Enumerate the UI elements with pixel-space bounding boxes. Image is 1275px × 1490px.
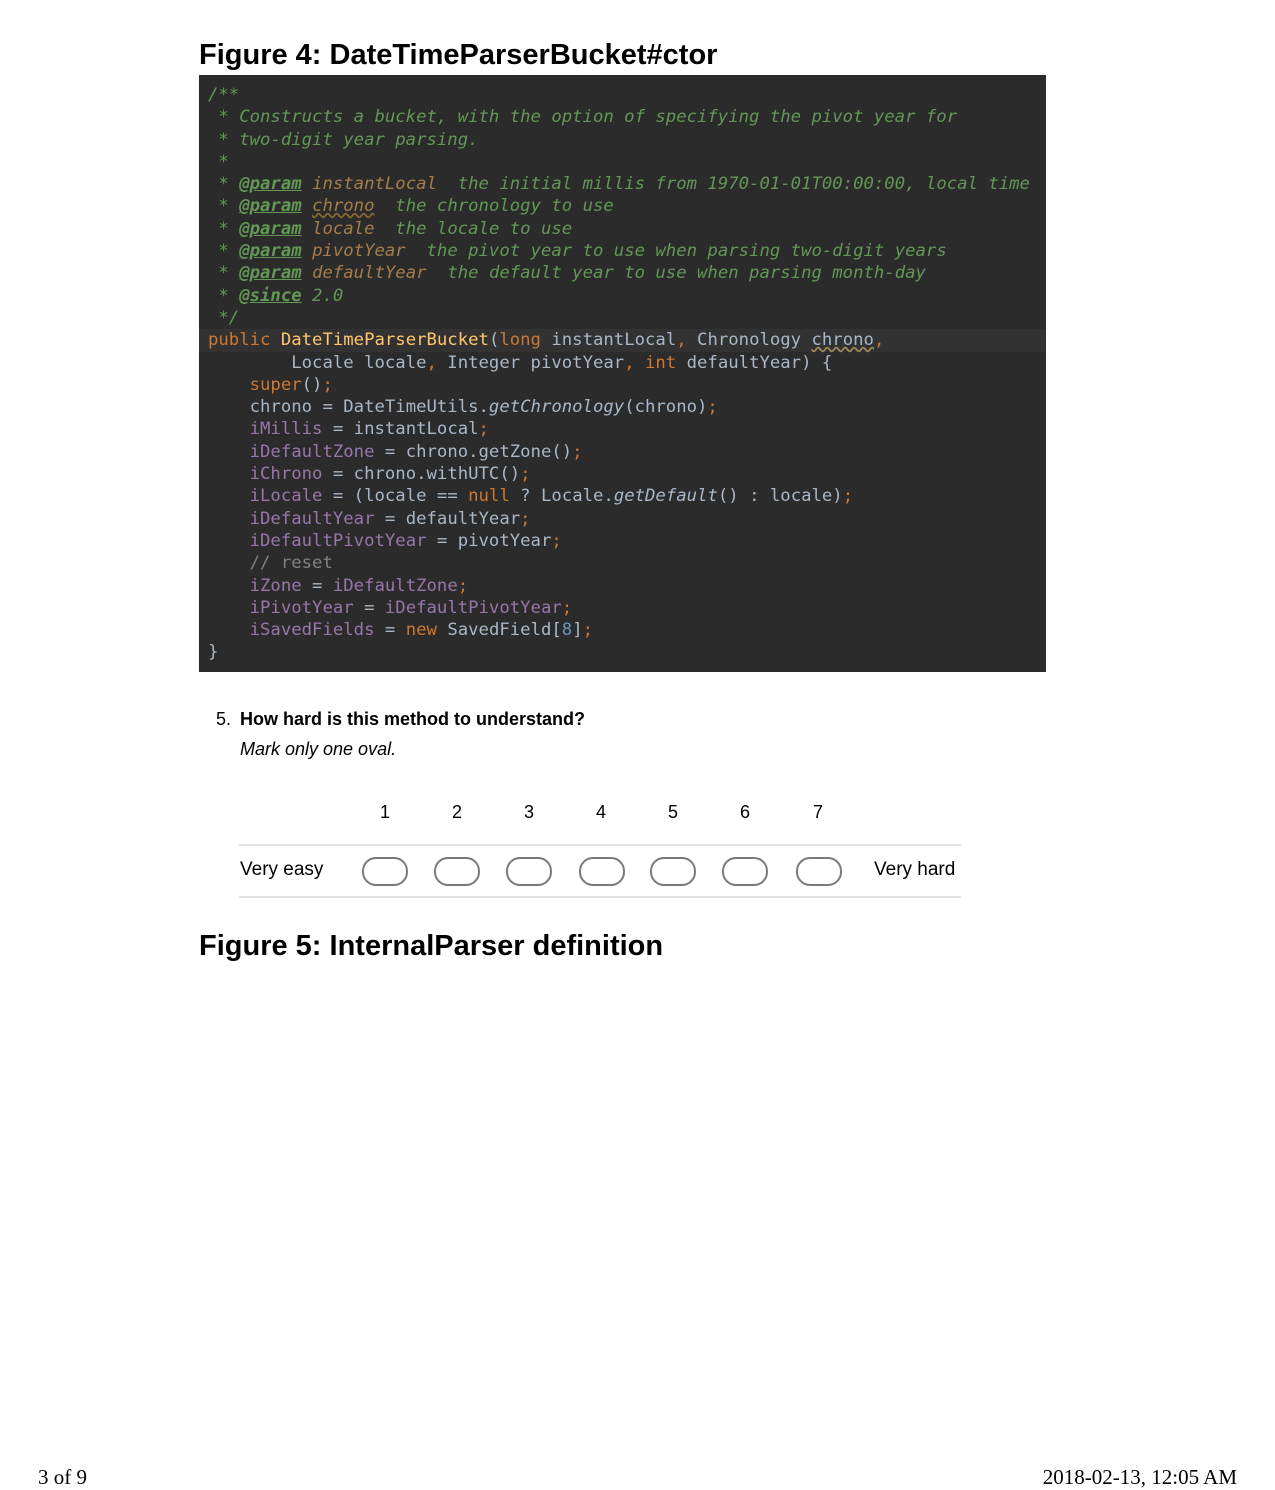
code-token: ;	[842, 486, 854, 507]
code-token: ,	[426, 352, 437, 373]
rating-oval-1[interactable]	[362, 857, 408, 886]
code-token: iMillis	[249, 419, 323, 440]
code-screenshot	[199, 75, 1046, 672]
code-token: pivotYear	[312, 241, 406, 262]
code-token: long	[499, 330, 541, 351]
code-token: instantLocal	[312, 174, 437, 195]
code-token: int	[634, 352, 677, 373]
code-token: ;	[322, 374, 333, 395]
code-token: null	[468, 486, 510, 507]
code-token: * two-digit year parsing.	[208, 129, 479, 150]
scale-label-3: 3	[523, 802, 534, 822]
code-token: ;	[457, 575, 469, 596]
code-token: }	[208, 642, 219, 663]
code-token: iDefaultPivotYear	[249, 530, 427, 551]
code-token: iZone	[249, 575, 302, 596]
scale-high-label: Very hard	[874, 859, 956, 880]
code-token: iPivotYear	[249, 597, 354, 618]
code-token: ;	[707, 397, 718, 418]
code-token: = (locale ==	[322, 486, 469, 507]
code-token: *	[208, 218, 240, 239]
code-token: = defaultYear	[374, 508, 521, 529]
scale-label-1: 1	[379, 802, 390, 822]
rating-oval-7[interactable]	[796, 857, 842, 886]
code-token: the chronology to use	[374, 196, 614, 217]
code-token: @param	[239, 241, 302, 262]
code-token: *	[208, 196, 240, 217]
code-token: ;	[520, 464, 531, 485]
code-token: defaultYear	[312, 263, 427, 284]
code-token: DateTimeParserBucket	[280, 330, 489, 351]
code-token: SavedField[	[436, 620, 562, 641]
code-token: ;	[520, 508, 531, 529]
code-token: ,	[624, 352, 635, 373]
question-number: 5.	[216, 709, 232, 729]
code-token: the initial millis from 1970-01-01T00:00:00, local time	[436, 174, 1030, 195]
code-token: *	[208, 151, 229, 172]
code-token: iDefaultZone	[332, 575, 458, 596]
scale-label-2: 2	[451, 802, 462, 822]
code-token: super	[249, 374, 302, 395]
code-token: *	[208, 241, 240, 262]
page-number: 3 of 9	[38, 1465, 87, 1489]
code-token: @param	[239, 263, 302, 284]
code-token: defaultYear) {	[676, 352, 833, 373]
scale-divider-top	[239, 844, 961, 846]
rating-oval-2[interactable]	[434, 857, 480, 886]
scale-label-5: 5	[667, 802, 678, 822]
code-token: instantLocal	[540, 330, 677, 351]
code-token: ;	[582, 620, 593, 641]
rating-oval-3[interactable]	[506, 857, 552, 886]
scale-label-6: 6	[739, 802, 750, 822]
code-token: /**	[208, 85, 240, 105]
code-token: *	[208, 285, 240, 306]
code-token: ;	[561, 597, 573, 618]
code-token: Chronology	[686, 330, 812, 351]
code-token: getChronology	[488, 397, 625, 418]
code-token: iDefaultZone	[249, 441, 375, 462]
code-token: ;	[478, 419, 489, 440]
code-token: ? Locale.	[509, 486, 614, 507]
code-token: (	[488, 330, 500, 351]
code-token: ,	[676, 330, 687, 351]
code-token: 8	[561, 620, 573, 641]
code-token: iSavedFields	[249, 620, 375, 641]
code-token: *	[208, 174, 240, 195]
code-token: = chrono.getZone()	[374, 441, 573, 462]
code-token: the pivot year to use when parsing two-digit years	[405, 241, 947, 262]
code-token: chrono	[811, 330, 874, 351]
code-token: iLocale	[249, 486, 323, 507]
code-token: the default year to use when parsing month-day	[426, 263, 926, 284]
code-token: =	[301, 575, 333, 596]
rating-oval-5[interactable]	[650, 857, 696, 886]
code-token: chrono = DateTimeUtils.	[249, 397, 489, 418]
code-token: iDefaultYear	[249, 508, 375, 529]
code-token: 2.0	[301, 285, 344, 306]
code-token: ;	[572, 441, 583, 462]
code-token: @param	[239, 218, 302, 239]
question-title: How hard is this method to understand?	[240, 709, 586, 729]
code-token: ]	[572, 620, 583, 641]
code-token: @since	[239, 285, 302, 306]
code-token: () : locale)	[717, 486, 843, 507]
rating-oval-6[interactable]	[722, 857, 768, 886]
code-token: iDefaultPivotYear	[384, 597, 562, 618]
code-token: Integer pivotYear	[436, 352, 625, 373]
code-token: * Constructs a bucket, with the option of specifying the pivot year for	[208, 107, 958, 128]
scale-low-label: Very easy	[240, 859, 324, 880]
code-token: ;	[551, 530, 562, 551]
code-token: ()	[301, 374, 323, 395]
code-token: = chrono.withUTC()	[322, 464, 521, 485]
code-token: = instantLocal	[322, 419, 479, 440]
code-token: Locale locale	[208, 352, 427, 373]
figure-4-title: Figure 4: DateTimeParserBucket#ctor	[199, 39, 718, 71]
code-token: @param	[239, 196, 302, 217]
code-token: =	[353, 597, 385, 618]
code-token: new	[405, 620, 437, 641]
code-token: public	[208, 330, 281, 351]
code-token: =	[374, 620, 406, 641]
code-token: the locale to use	[374, 218, 573, 239]
code-block	[199, 75, 1046, 664]
code-token: (chrono)	[624, 397, 708, 418]
scale-label-4: 4	[595, 802, 606, 822]
code-token: // reset	[249, 553, 333, 574]
rating-oval-4[interactable]	[579, 857, 625, 886]
figure-5-title: Figure 5: InternalParser definition	[199, 930, 664, 962]
code-token: @param	[239, 174, 302, 195]
code-token: ,	[873, 330, 885, 351]
code-token: chrono	[312, 196, 375, 217]
question-help-text: Mark only one oval.	[240, 739, 397, 759]
scale-label-7: 7	[812, 802, 823, 822]
code-token: *	[208, 263, 240, 284]
code-token: getDefault	[613, 486, 718, 507]
code-token: */	[208, 307, 240, 328]
print-timestamp: 2018-02-13, 12:05 AM	[1042, 1465, 1237, 1489]
code-token: iChrono	[249, 464, 323, 485]
code-token: = pivotYear	[426, 530, 552, 551]
scale-divider-bottom	[239, 896, 961, 898]
code-token: locale	[312, 218, 375, 239]
